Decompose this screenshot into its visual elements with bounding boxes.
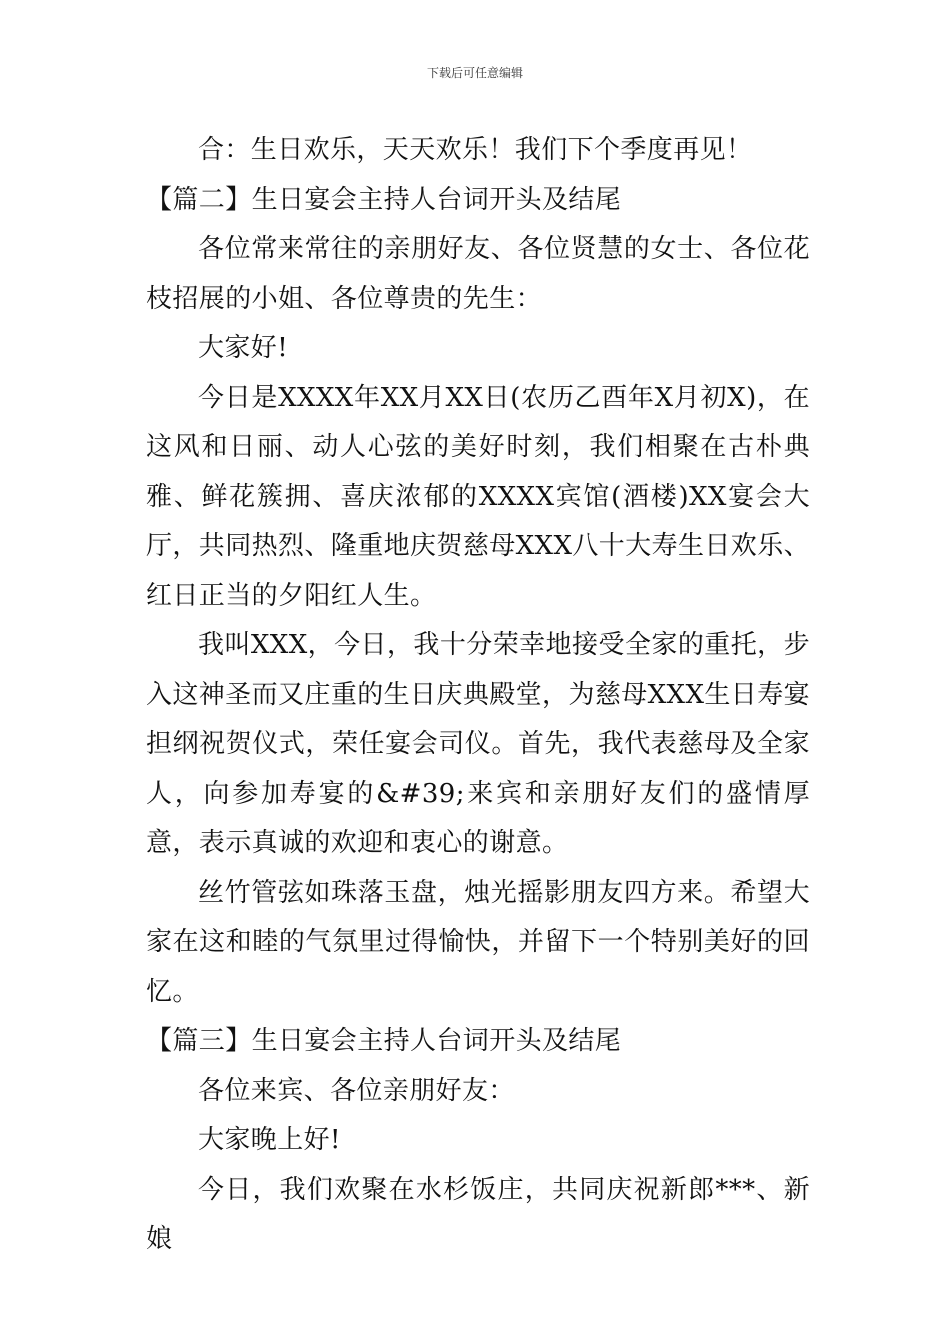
- document-body: [146, 126, 810, 1265]
- paragraph-date-venue: 今日是XXXX年XX月XX日(农历乙酉年X月初X)，在这风和日丽、动人心弦的美好时刻，我们相聚在古朴典雅、鲜花簇拥、喜庆浓郁的XXXX宾馆(酒楼)XX宴会大厅，共同热烈、隆重地庆贺慈母XXX八十大寿生日欢乐、红日正当的夕阳红人生。: [146, 382, 810, 611]
- paragraph-good-evening: 大家晚上好!: [198, 1125, 341, 1155]
- paragraph-host-intro: 我叫XXX，今日，我十分荣幸地接受全家的重托，步入这神圣而又庄重的生日庆典殿堂，为慈母XXX生日寿宴担纲祝贺仪式，荣任宴会司仪。首先，我代表慈母及全家人，向参加寿宴的&#39;来宾和亲朋好友们的盛情厚意，表示真诚的欢迎和衷心的谢意。: [146, 630, 810, 858]
- closing-line: 合：生日欢乐，天天欢乐！我们下个季度再见！: [198, 135, 753, 165]
- paragraph-celebration: 今日，我们欢聚在水杉饭庄，共同庆祝新郎***、新娘: [146, 1174, 810, 1254]
- page-header-note: 下载后可任意编辑: [426, 66, 523, 80]
- paragraph-greeting-guests: 各位常来常往的亲朋好友、各位贤慧的女士、各位花枝招展的小姐、各位尊贵的先生：: [146, 234, 810, 314]
- paragraph-wishes: 丝竹管弦如珠落玉盘，烛光摇影朋友四方来。希望大家在这和睦的气氛里过得愉快，并留下一个特别美好的回忆。: [146, 877, 810, 1007]
- paragraph-hello: 大家好!: [198, 333, 289, 363]
- section-heading-part-two: 【篇二】生日宴会主持人台词开头及结尾: [146, 184, 622, 215]
- section-heading-part-three: 【篇三】生日宴会主持人台词开头及结尾: [146, 1026, 622, 1056]
- paragraph-greeting-friends: 各位来宾、各位亲朋好友：: [198, 1075, 515, 1106]
